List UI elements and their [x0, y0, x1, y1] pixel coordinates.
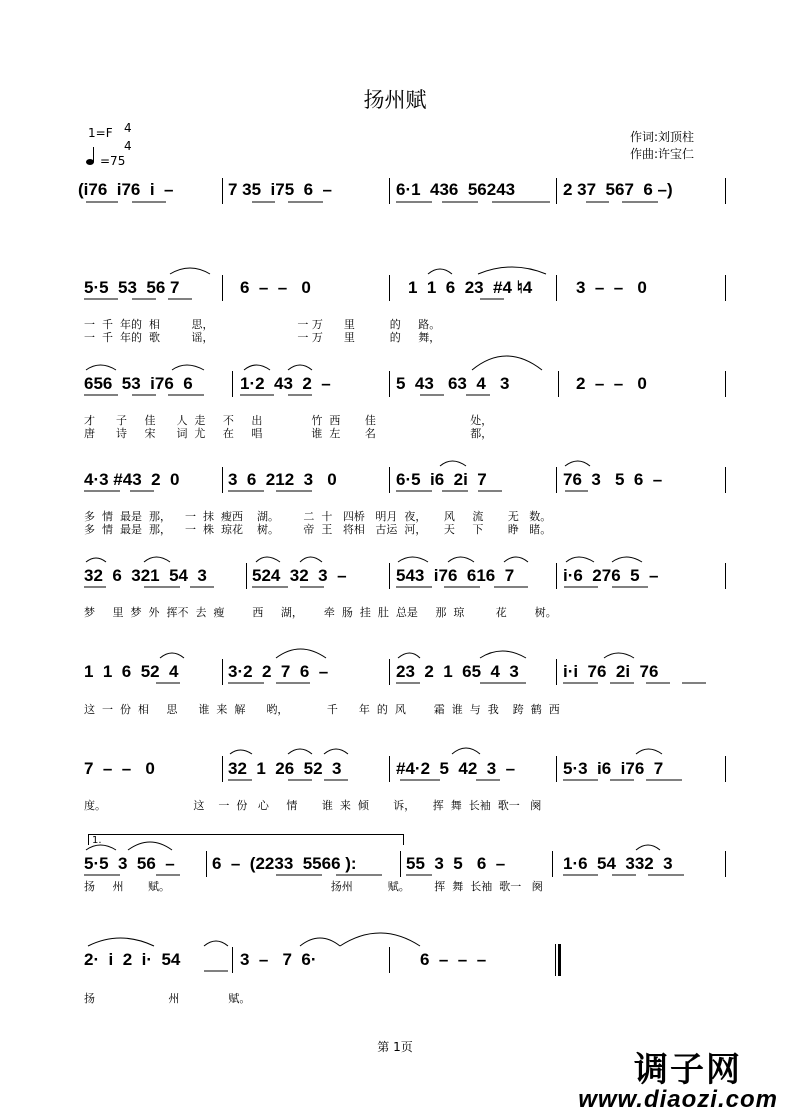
- measure-18: 524 32 3 –: [252, 566, 347, 585]
- measure-1: (i76 i76 i –: [78, 180, 174, 199]
- measure-13: 4·3 #43 2 0: [84, 470, 180, 489]
- measure-29: 5·5 3 56 –: [84, 854, 175, 873]
- quarter-note-icon: [84, 146, 100, 166]
- measure-28: 5·3 i6 i76 7: [563, 759, 664, 778]
- measure-16: 76 3 5 6 –: [563, 470, 663, 489]
- lyric-line-3: 才 子 佳 人 走 不 出 竹 西 佳 处，: [84, 414, 493, 427]
- measure-35: 6 – – –: [420, 950, 487, 969]
- measure-30: 6 – (2233 5566 ):: [212, 854, 357, 873]
- song-title: 扬州赋: [363, 88, 427, 112]
- measure-5: 5·5 53 56 7: [84, 278, 180, 297]
- lyric-line-11: 扬 州 赋。: [84, 992, 251, 1005]
- measure-2: 7 35 i75 6 –: [228, 180, 332, 199]
- measure-6: 6 – – 0: [240, 278, 311, 297]
- measure-21: 1 1 6 52 4: [84, 662, 179, 681]
- first-ending-label: 1.: [92, 835, 102, 846]
- lyric-line-9: 度。 这 一 份 心 情 谁 来 倾 诉， 挥 舞 长袖 歌一 阕: [84, 799, 542, 812]
- lyric-line-7: 梦 里 梦 外 挥不 去 瘦 西 湖， 牵 肠 挂 肚 总是 那 琼 花 树。: [84, 606, 557, 619]
- watermark-url: www.diaozi.com: [578, 1086, 778, 1113]
- measure-12: 2 – – 0: [576, 374, 647, 393]
- measure-26: 32 1 26 52 3: [228, 759, 342, 778]
- lyricist: 作词:刘顶柱: [630, 130, 695, 144]
- measure-20: i·6 276 5 –: [563, 566, 659, 585]
- measure-19: 543 i76 616 7: [396, 566, 515, 585]
- measure-3: 6·1 436 56243: [396, 180, 516, 199]
- measure-8: 3 – – 0: [576, 278, 647, 297]
- time-signature-bottom: 4: [124, 139, 132, 153]
- measure-34: 3 – 7 6·: [240, 950, 317, 969]
- lyric-line-8: 这 一 份 相 思 谁 来 解 哟， 千 年 的 风 霜 谁 与 我 跨 鹤 西: [84, 703, 560, 716]
- measure-17: 32 6 321 54 3: [84, 566, 207, 585]
- measure-31: 55 3 5 6 –: [406, 854, 506, 873]
- lyric-line-10: 扬 州 赋。 扬州 赋。 挥 舞 长袖 歌一 阕: [84, 880, 543, 893]
- measure-25: 7 – – 0: [84, 759, 155, 778]
- measure-7: 1 1 6 23 #4 ♮4: [408, 278, 533, 297]
- measure-11: 5 43 63 4 3: [396, 374, 510, 393]
- lyric-line-6: 多 情 最是 那， 一 株 琼花 树。 帝 王 将相 古运 河， 天 下 睁 睹。: [84, 523, 552, 536]
- watermark-logo: 调子网: [634, 1050, 742, 1090]
- measure-32: 1·6 54 332 3: [563, 854, 673, 873]
- time-signature-top: 4: [124, 121, 132, 135]
- lyric-line-1: 一 千 年的 相 思， 一 万 里 的 路。: [84, 318, 441, 331]
- first-ending-bracket: [88, 834, 404, 845]
- measure-9: 656 53 i76 6: [84, 374, 193, 393]
- measure-27: #4·2 5 42 3 –: [396, 759, 516, 778]
- lyric-line-2: 一 千 年的 歌 谣， 一 万 里 的 舞，: [84, 331, 441, 344]
- measure-15: 6·5 i6 2i 7: [396, 470, 487, 489]
- measure-23: 23 2 1 65 4 3: [396, 662, 519, 681]
- measure-14: 3 6 212 3 0: [228, 470, 337, 489]
- key-signature: 1=F: [88, 126, 113, 140]
- measure-24: i·i 76 2i 76: [563, 662, 659, 681]
- page-number: 第 1页: [377, 1040, 413, 1054]
- lyric-line-4: 唐 诗 宋 词 尤 在 唱 谁 左 名 都，: [84, 427, 493, 440]
- measure-33: 2· i 2 i· 54: [84, 950, 181, 969]
- tempo: =75: [100, 154, 126, 168]
- composer: 作曲:许宝仁: [630, 147, 695, 161]
- measure-4: 2 37 567 6 –): [563, 180, 673, 199]
- measure-22: 3·2 2 7 6 –: [228, 662, 329, 681]
- lyric-line-5: 多 情 最是 那， 一 抹 瘦西 湖。 二 十 四桥 明月 夜， 风 流 无 数。: [84, 510, 552, 523]
- measure-10: 1·2 43 2 –: [240, 374, 331, 393]
